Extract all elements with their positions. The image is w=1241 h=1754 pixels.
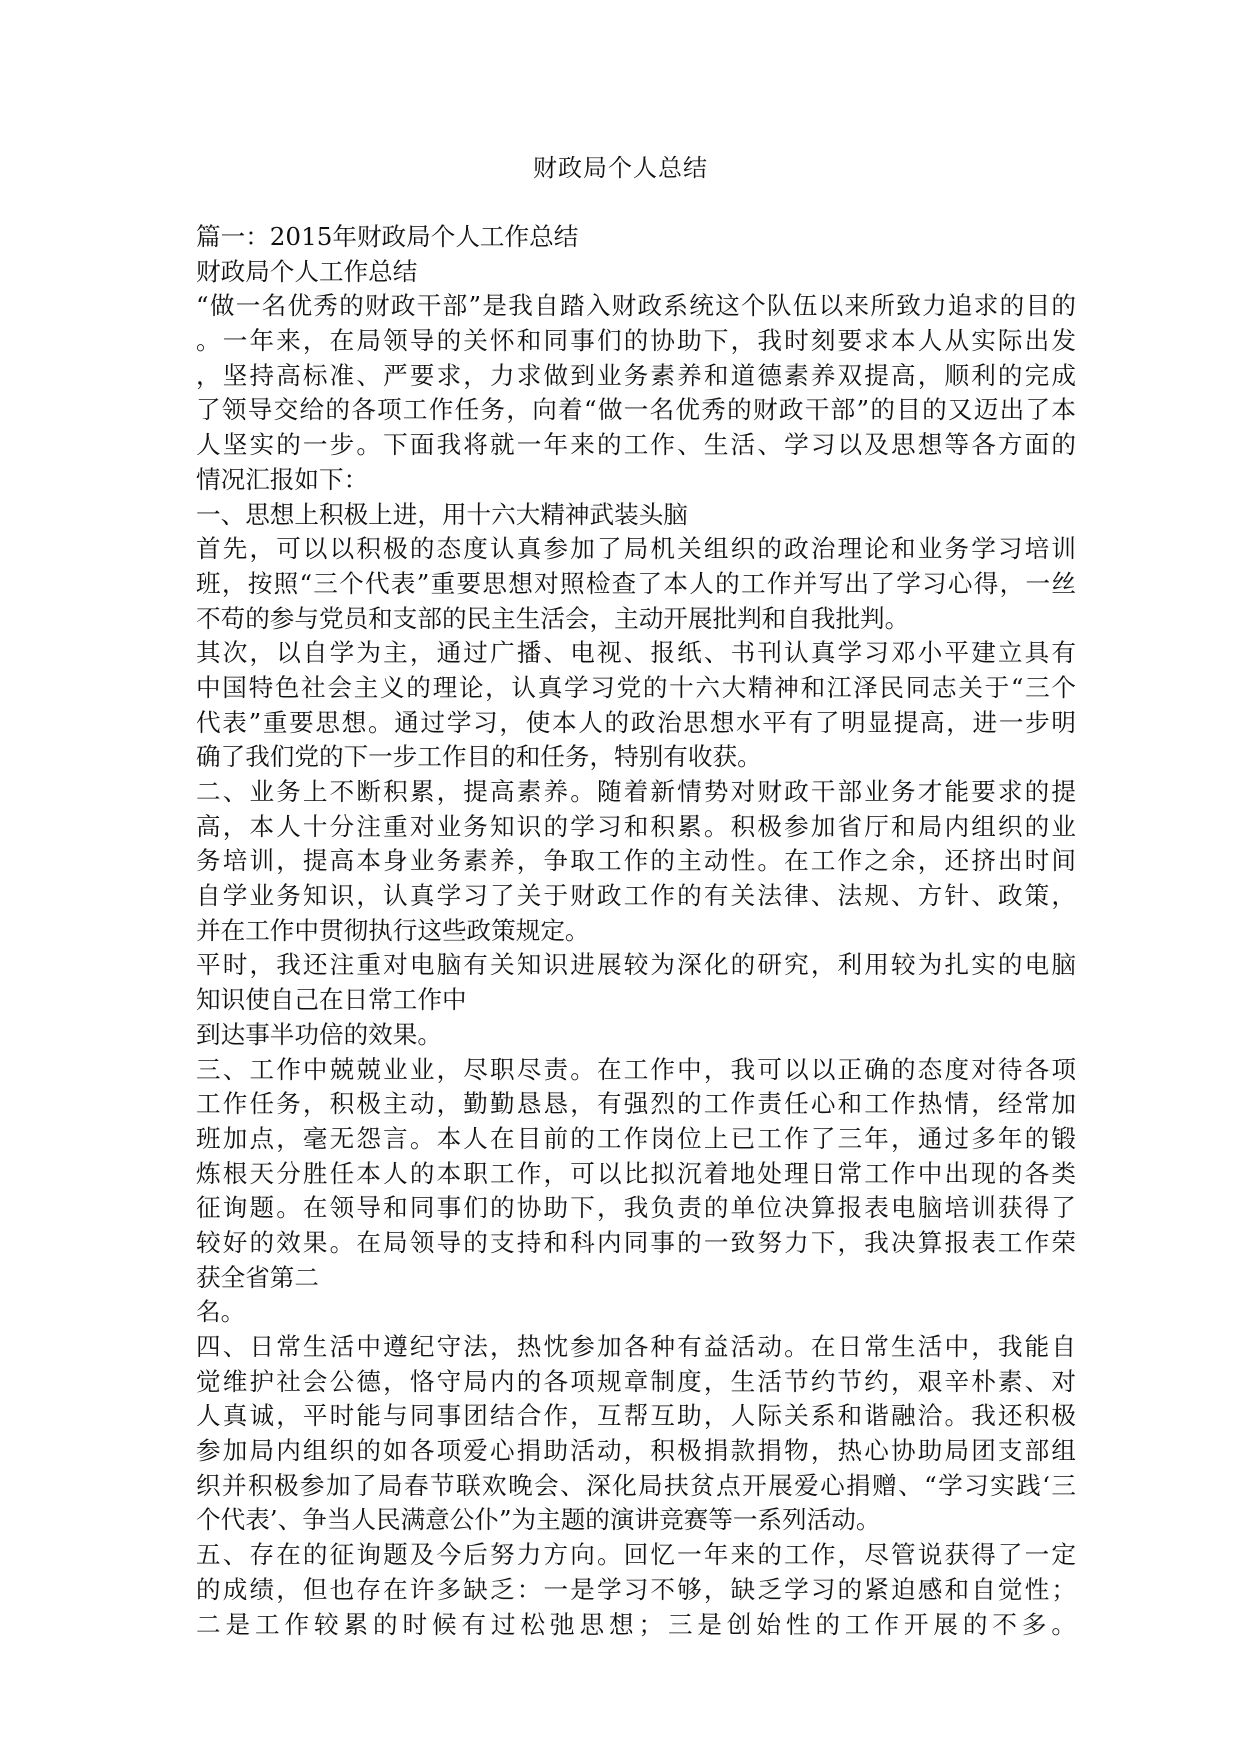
text-line: 一、思想上积极上进，用十六大精神武装头脑 <box>196 499 688 529</box>
text-line: 名。 <box>196 1297 246 1327</box>
text-line: 觉维护社会公德，恪守局内的各项规章制度，生活节约节约，艰辛朴素、对 <box>196 1366 1076 1396</box>
text-line: 五、存在的征询题及今后努力方向。回忆一年来的工作，尽管说获得了一定 <box>196 1540 1076 1570</box>
text-line: 二是工作较累的时候有过松弛思想；三是创始性的工作开展的不多。 <box>196 1609 1076 1639</box>
text-line: 不苟的参与党员和支部的民主生活会，主动开展批判和自我批判。 <box>196 603 910 633</box>
text-line: 参加局内组织的如各项爱心捐助活动，积极捐款捐物，热心协助局团支部组 <box>196 1436 1076 1466</box>
document-body <box>196 220 1076 1642</box>
document-title: 财政局个人总结 <box>533 154 708 182</box>
text-line: 人坚实的一步。下面我将就一年来的工作、生活、学习以及思想等各方面的 <box>196 430 1076 460</box>
text-line: 高，本人十分注重对业务知识的学习和积累。积极参加省厅和局内组织的业 <box>196 811 1076 841</box>
text-line: 首先，可以以积极的态度认真参加了局机关组织的政治理论和业务学习培训 <box>196 534 1076 564</box>
text-line: 平时，我还注重对电脑有关知识进展较为深化的研究，利用较为扎实的电脑 <box>196 950 1076 980</box>
text-line: 班，按照“三个代表”重要思想对照检查了本人的工作并写出了学习心得，一丝 <box>196 568 1076 598</box>
text-line: 人真诚，平时能与同事团结合作，互帮互助，人际关系和谐融洽。我还积极 <box>196 1401 1076 1431</box>
text-line: 并在工作中贯彻执行这些政策规定。 <box>196 915 590 945</box>
text-line: 了领导交给的各项工作任务，向着“做一名优秀的财政干部”的目的又迈出了本 <box>196 395 1076 425</box>
text-line: 其次，以自学为主，通过广播、电视、报纸、书刊认真学习邓小平建立具有 <box>196 638 1076 668</box>
text-line: 获全省第二 <box>196 1262 319 1292</box>
text-line: 确了我们党的下一步工作目的和任务，特别有收获。 <box>196 742 762 772</box>
text-line: 。一年来，在局领导的关怀和同事们的协助下，我时刻要求本人从实际出发 <box>196 326 1076 356</box>
text-line: 四、日常生活中遵纪守法，热忱参加各种有益活动。在日常生活中，我能自 <box>196 1332 1076 1361</box>
text-line: 财政局个人工作总结 <box>196 256 418 286</box>
text-line: 自学业务知识，认真学习了关于财政工作的有关法律、法规、方针、政策， <box>196 881 1076 911</box>
text-line: 代表”重要思想。通过学习，使本人的政治思想水平有了明显提高，进一步明 <box>196 707 1076 737</box>
text-line: 三、工作中兢兢业业，尽职尽责。在工作中，我可以以正确的态度对待各项 <box>196 1054 1076 1084</box>
text-line: ，坚持高标准、严要求，力求做到业务素养和道德素养双提高，顺利的完成 <box>196 360 1076 390</box>
text-line: 务培训，提高本身业务素养，争取工作的主动性。在工作之余，还挤出时间 <box>196 846 1076 876</box>
text-line: 较好的效果。在局领导的支持和科内同事的一致努力下，我决算报表工作荣 <box>196 1227 1076 1257</box>
text-line: 织并积极参加了局春节联欢晚会、深化局扶贫点开展爱心捐赠、“学习实践‘三 <box>196 1470 1076 1500</box>
text-line: 二、业务上不断积累，提高素养。随着新情势对财政干部业务才能要求的提 <box>196 777 1076 806</box>
text-line: 班加点，毫无怨言。本人在目前的工作岗位上已工作了三年，通过多年的锻 <box>196 1123 1076 1153</box>
text-line: 到达事半功倍的效果。 <box>196 1019 442 1049</box>
text-line: 炼根天分胜任本人的本职工作，可以比拟沉着地处理日常工作中出现的各类 <box>196 1158 1076 1188</box>
text-line: 篇一：2015年财政局个人工作总结 <box>196 222 579 251</box>
text-line: 征询题。在领导和同事们的协助下，我负责的单位决算报表电脑培训获得了 <box>196 1193 1076 1223</box>
text-line: 中国特色社会主义的理论，认真学习党的十六大精神和江泽民同志关于“三个 <box>196 672 1076 702</box>
text-line: 的成绩，但也存在许多缺乏：一是学习不够，缺乏学习的紧迫感和自觉性； <box>196 1574 1076 1604</box>
text-line: “做一名优秀的财政干部”是我自踏入财政系统这个队伍以来所致力追求的目的 <box>196 291 1076 321</box>
text-line: 个代表’、争当人民满意公仆”为主题的演讲竞赛等一系列活动。 <box>196 1505 881 1535</box>
text-line: 情况汇报如下： <box>196 464 369 494</box>
text-line: 工作任务，积极主动，勤勤恳恳，有强烈的工作责任心和工作热情，经常加 <box>196 1089 1076 1119</box>
text-line: 知识使自己在日常工作中 <box>196 985 467 1015</box>
